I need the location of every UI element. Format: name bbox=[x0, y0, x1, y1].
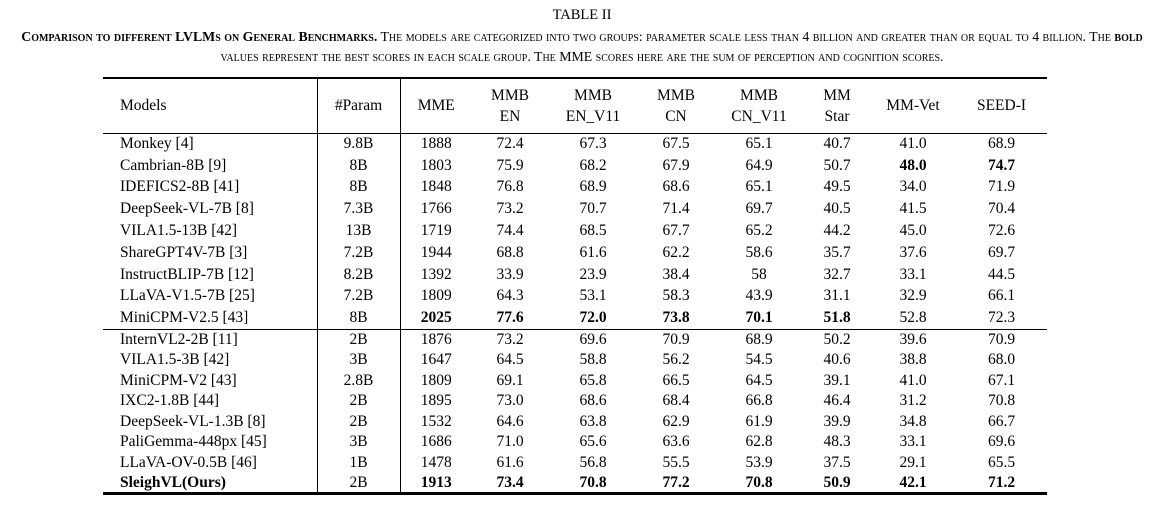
value-cell: 45.0 bbox=[899, 222, 927, 240]
value-cell: 53.1 bbox=[579, 287, 607, 305]
value-cell: 38.8 bbox=[899, 351, 927, 369]
value-cell: 67.1 bbox=[987, 371, 1016, 389]
value-cell: 37.6 bbox=[899, 243, 927, 261]
caption-text bbox=[6, 27, 1158, 66]
value-cell: 70.8 bbox=[987, 392, 1016, 410]
table-row bbox=[103, 350, 1047, 371]
value-cell: 1809 bbox=[420, 287, 452, 305]
model-cell: LLaVA-OV-0.5B [46] bbox=[103, 453, 317, 474]
value-cell: 50.9 bbox=[823, 473, 851, 491]
value-cell: 44.2 bbox=[823, 222, 851, 240]
value-cell: 58.3 bbox=[662, 287, 690, 305]
value-cell: 48.3 bbox=[823, 433, 851, 451]
value-cell: 69.6 bbox=[579, 330, 607, 348]
value-cell: 68.8 bbox=[496, 243, 524, 261]
model-cell: InternVL2-2B [11] bbox=[103, 329, 317, 350]
table-row bbox=[103, 329, 1047, 350]
value-cell: 63.6 bbox=[662, 433, 690, 451]
value-cell: 68.6 bbox=[579, 392, 607, 410]
param-cell: 7.2B bbox=[317, 286, 400, 308]
model-cell: Monkey [4] bbox=[103, 133, 317, 155]
value-cell: 41.0 bbox=[899, 135, 927, 153]
value-cell: 66.8 bbox=[745, 392, 773, 410]
value-cell: 68.2 bbox=[579, 156, 607, 174]
value-cell: 69.7 bbox=[987, 243, 1016, 261]
model-cell: VILA1.5-3B [42] bbox=[103, 350, 317, 371]
table-row bbox=[103, 155, 1047, 177]
value-cell: 33.9 bbox=[496, 265, 524, 283]
value-cell: 49.5 bbox=[823, 178, 851, 196]
value-cell: 32.7 bbox=[823, 265, 851, 283]
param-cell: 8B bbox=[317, 177, 400, 199]
model-cell: ShareGPT4V-7B [3] bbox=[103, 242, 317, 264]
value-cell: 74.7 bbox=[987, 156, 1016, 174]
value-cell: 67.5 bbox=[662, 135, 690, 153]
table-label: TABLE II bbox=[552, 7, 612, 23]
value-cell: 33.1 bbox=[899, 265, 927, 283]
table-caption bbox=[0, 0, 1164, 66]
value-cell: 73.8 bbox=[662, 309, 690, 327]
table-row bbox=[103, 412, 1047, 433]
value-cell: 72.6 bbox=[987, 222, 1016, 240]
model-cell: MiniCPM-V2 [43] bbox=[103, 370, 317, 391]
value-cell: 62.2 bbox=[662, 243, 690, 261]
value-cell: 67.9 bbox=[662, 156, 690, 174]
value-cell: 68.9 bbox=[745, 330, 773, 348]
value-cell: 1876 bbox=[420, 330, 452, 348]
value-cell: 62.9 bbox=[662, 412, 690, 430]
column-header: SEED-I bbox=[976, 97, 1027, 115]
table-row bbox=[103, 307, 1047, 329]
column-header: #Param bbox=[317, 78, 400, 133]
value-cell: 56.8 bbox=[579, 454, 607, 472]
value-cell: 31.2 bbox=[899, 392, 927, 410]
value-cell: 73.2 bbox=[496, 330, 524, 348]
value-cell: 50.7 bbox=[823, 156, 851, 174]
value-cell: 31.1 bbox=[823, 287, 851, 305]
model-cell: LLaVA-V1.5-7B [25] bbox=[103, 286, 317, 308]
param-cell: 7.2B bbox=[317, 242, 400, 264]
value-cell: 65.2 bbox=[745, 222, 773, 240]
value-cell: 77.2 bbox=[662, 473, 690, 491]
model-cell: MiniCPM-V2.5 [43] bbox=[103, 307, 317, 329]
table-row bbox=[103, 198, 1047, 220]
param-cell: 3B bbox=[317, 432, 400, 453]
value-cell: 65.6 bbox=[579, 433, 607, 451]
value-cell: 70.7 bbox=[579, 200, 607, 218]
value-cell: 35.7 bbox=[823, 243, 851, 261]
value-cell: 70.4 bbox=[987, 200, 1016, 218]
value-cell: 64.3 bbox=[496, 287, 524, 305]
value-cell: 64.9 bbox=[745, 156, 773, 174]
value-cell: 54.5 bbox=[745, 351, 773, 369]
value-cell: 41.5 bbox=[899, 200, 927, 218]
value-cell: 58.6 bbox=[745, 243, 773, 261]
value-cell: 37.5 bbox=[823, 454, 851, 472]
value-cell: 46.4 bbox=[823, 392, 851, 410]
param-cell: 8.2B bbox=[317, 264, 400, 286]
value-cell: 69.6 bbox=[987, 433, 1016, 451]
param-cell: 8B bbox=[317, 155, 400, 177]
value-cell: 1895 bbox=[420, 392, 452, 410]
table-header bbox=[103, 78, 1047, 133]
model-cell: IDEFICS2-8B [41] bbox=[103, 177, 317, 199]
value-cell: 72.0 bbox=[579, 309, 607, 327]
model-cell: IXC2-1.8B [44] bbox=[103, 391, 317, 412]
param-cell: 2B bbox=[317, 473, 400, 494]
param-cell: 9.8B bbox=[317, 133, 400, 155]
value-cell: 34.0 bbox=[899, 178, 927, 196]
value-cell: 44.5 bbox=[987, 265, 1016, 283]
table-row bbox=[103, 220, 1047, 242]
value-cell: 71.0 bbox=[496, 433, 524, 451]
param-cell: 1B bbox=[317, 453, 400, 474]
column-header: MME bbox=[417, 97, 455, 115]
model-cell: VILA1.5-13B [42] bbox=[103, 220, 317, 242]
value-cell: 2025 bbox=[420, 309, 452, 327]
value-cell: 72.4 bbox=[496, 135, 524, 153]
table-row bbox=[103, 264, 1047, 286]
value-cell: 70.8 bbox=[745, 473, 773, 491]
value-cell: 56.2 bbox=[662, 351, 690, 369]
benchmark-table bbox=[103, 77, 1047, 495]
value-cell: 71.4 bbox=[662, 200, 690, 218]
value-cell: 38.4 bbox=[662, 265, 690, 283]
value-cell: 61.6 bbox=[579, 243, 607, 261]
model-cell: PaliGemma-448px [45] bbox=[103, 432, 317, 453]
value-cell: 73.2 bbox=[496, 200, 524, 218]
value-cell: 65.8 bbox=[579, 371, 607, 389]
param-cell: 7.3B bbox=[317, 198, 400, 220]
value-cell: 32.9 bbox=[899, 287, 927, 305]
value-cell: 1766 bbox=[420, 200, 452, 218]
table-row bbox=[103, 453, 1047, 474]
value-cell: 1944 bbox=[420, 243, 452, 261]
group-small-models bbox=[103, 329, 1047, 494]
value-cell: 61.6 bbox=[496, 454, 524, 472]
value-cell: 48.0 bbox=[899, 156, 927, 174]
param-cell: 2B bbox=[317, 329, 400, 350]
value-cell: 63.8 bbox=[579, 412, 607, 430]
value-cell: 68.9 bbox=[987, 135, 1016, 153]
value-cell: 39.9 bbox=[823, 412, 851, 430]
value-cell: 71.2 bbox=[987, 473, 1016, 491]
value-cell: 66.5 bbox=[662, 371, 690, 389]
value-cell: 40.7 bbox=[823, 135, 851, 153]
value-cell: 68.5 bbox=[579, 222, 607, 240]
value-cell: 42.1 bbox=[899, 473, 927, 491]
value-cell: 55.5 bbox=[662, 454, 690, 472]
value-cell: 1888 bbox=[420, 135, 452, 153]
value-cell: 39.6 bbox=[899, 330, 927, 348]
value-cell: 64.5 bbox=[745, 371, 773, 389]
param-cell: 3B bbox=[317, 350, 400, 371]
value-cell: 58.8 bbox=[579, 351, 607, 369]
model-cell: SleighVL(Ours) bbox=[103, 473, 317, 494]
value-cell: 70.1 bbox=[745, 309, 773, 327]
value-cell: 77.6 bbox=[496, 309, 524, 327]
column-header: MM-Vet bbox=[886, 97, 940, 115]
value-cell: 33.1 bbox=[899, 433, 927, 451]
caption-segment: Comparison to different LVLMs on General Benchmarks. bbox=[21, 29, 378, 44]
column-header: MM Star bbox=[823, 86, 851, 125]
value-cell: 70.9 bbox=[662, 330, 690, 348]
column-header: MMB EN bbox=[491, 86, 529, 125]
param-cell: 2B bbox=[317, 412, 400, 433]
table-row bbox=[103, 177, 1047, 199]
caption-segment: values represent the best scores in each scale group. The MME scores here are the sum of perception and cognition scores. bbox=[220, 48, 944, 64]
table-row bbox=[103, 286, 1047, 308]
value-cell: 73.4 bbox=[496, 473, 524, 491]
header-row bbox=[103, 78, 1047, 133]
value-cell: 29.1 bbox=[899, 454, 927, 472]
value-cell: 43.9 bbox=[745, 287, 773, 305]
value-cell: 67.7 bbox=[662, 222, 690, 240]
table-row bbox=[103, 133, 1047, 155]
value-cell: 1686 bbox=[420, 433, 452, 451]
value-cell: 69.7 bbox=[745, 200, 773, 218]
value-cell: 1478 bbox=[420, 454, 452, 472]
value-cell: 68.0 bbox=[987, 351, 1016, 369]
value-cell: 66.1 bbox=[987, 287, 1016, 305]
caption-segment: The models are categorized into two groups: parameter scale less than 4 billion and greater than or equal to 4 billion. The bbox=[377, 29, 1115, 44]
value-cell: 41.0 bbox=[899, 371, 927, 389]
value-cell: 40.5 bbox=[823, 200, 851, 218]
value-cell: 34.8 bbox=[899, 412, 927, 430]
caption-segment: bold bbox=[1114, 29, 1143, 44]
value-cell: 68.4 bbox=[662, 392, 690, 410]
value-cell: 58 bbox=[751, 265, 767, 283]
value-cell: 51.8 bbox=[823, 309, 851, 327]
group-large-models bbox=[103, 133, 1047, 329]
value-cell: 71.9 bbox=[987, 178, 1016, 196]
value-cell: 39.1 bbox=[823, 371, 851, 389]
value-cell: 73.0 bbox=[496, 392, 524, 410]
value-cell: 50.2 bbox=[823, 330, 851, 348]
model-cell: Cambrian-8B [9] bbox=[103, 155, 317, 177]
value-cell: 65.5 bbox=[987, 454, 1016, 472]
value-cell: 40.6 bbox=[823, 351, 851, 369]
value-cell: 64.5 bbox=[496, 351, 524, 369]
table-row bbox=[103, 473, 1047, 494]
value-cell: 67.3 bbox=[579, 135, 607, 153]
table-row bbox=[103, 242, 1047, 264]
value-cell: 65.1 bbox=[745, 135, 773, 153]
value-cell: 69.1 bbox=[496, 371, 524, 389]
value-cell: 1848 bbox=[420, 178, 452, 196]
model-cell: DeepSeek-VL-1.3B [8] bbox=[103, 412, 317, 433]
value-cell: 1719 bbox=[420, 222, 452, 240]
value-cell: 72.3 bbox=[987, 309, 1016, 327]
param-cell: 2B bbox=[317, 391, 400, 412]
value-cell: 1532 bbox=[420, 412, 452, 430]
value-cell: 1392 bbox=[420, 265, 452, 283]
value-cell: 23.9 bbox=[579, 265, 607, 283]
value-cell: 75.9 bbox=[496, 156, 524, 174]
value-cell: 1913 bbox=[420, 473, 452, 491]
param-cell: 13B bbox=[317, 220, 400, 242]
value-cell: 70.9 bbox=[987, 330, 1016, 348]
value-cell: 1647 bbox=[420, 351, 452, 369]
value-cell: 66.7 bbox=[987, 412, 1016, 430]
value-cell: 68.9 bbox=[579, 178, 607, 196]
value-cell: 53.9 bbox=[745, 454, 773, 472]
column-header: Models bbox=[103, 78, 317, 133]
value-cell: 65.1 bbox=[745, 178, 773, 196]
column-header: MMB CN bbox=[657, 86, 695, 125]
value-cell: 1803 bbox=[420, 156, 452, 174]
column-header: MMB EN_V11 bbox=[565, 86, 621, 125]
model-cell: DeepSeek-VL-7B [8] bbox=[103, 198, 317, 220]
table-row bbox=[103, 391, 1047, 412]
column-header: MMB CN_V11 bbox=[731, 86, 787, 125]
table-row bbox=[103, 370, 1047, 391]
param-cell: 8B bbox=[317, 307, 400, 329]
model-cell: InstructBLIP-7B [12] bbox=[103, 264, 317, 286]
value-cell: 64.6 bbox=[496, 412, 524, 430]
value-cell: 1809 bbox=[420, 371, 452, 389]
value-cell: 62.8 bbox=[745, 433, 773, 451]
value-cell: 76.8 bbox=[496, 178, 524, 196]
table-row bbox=[103, 432, 1047, 453]
value-cell: 70.8 bbox=[579, 473, 607, 491]
value-cell: 74.4 bbox=[496, 222, 524, 240]
value-cell: 52.8 bbox=[899, 309, 927, 327]
param-cell: 2.8B bbox=[317, 370, 400, 391]
value-cell: 61.9 bbox=[745, 412, 773, 430]
value-cell: 68.6 bbox=[662, 178, 690, 196]
